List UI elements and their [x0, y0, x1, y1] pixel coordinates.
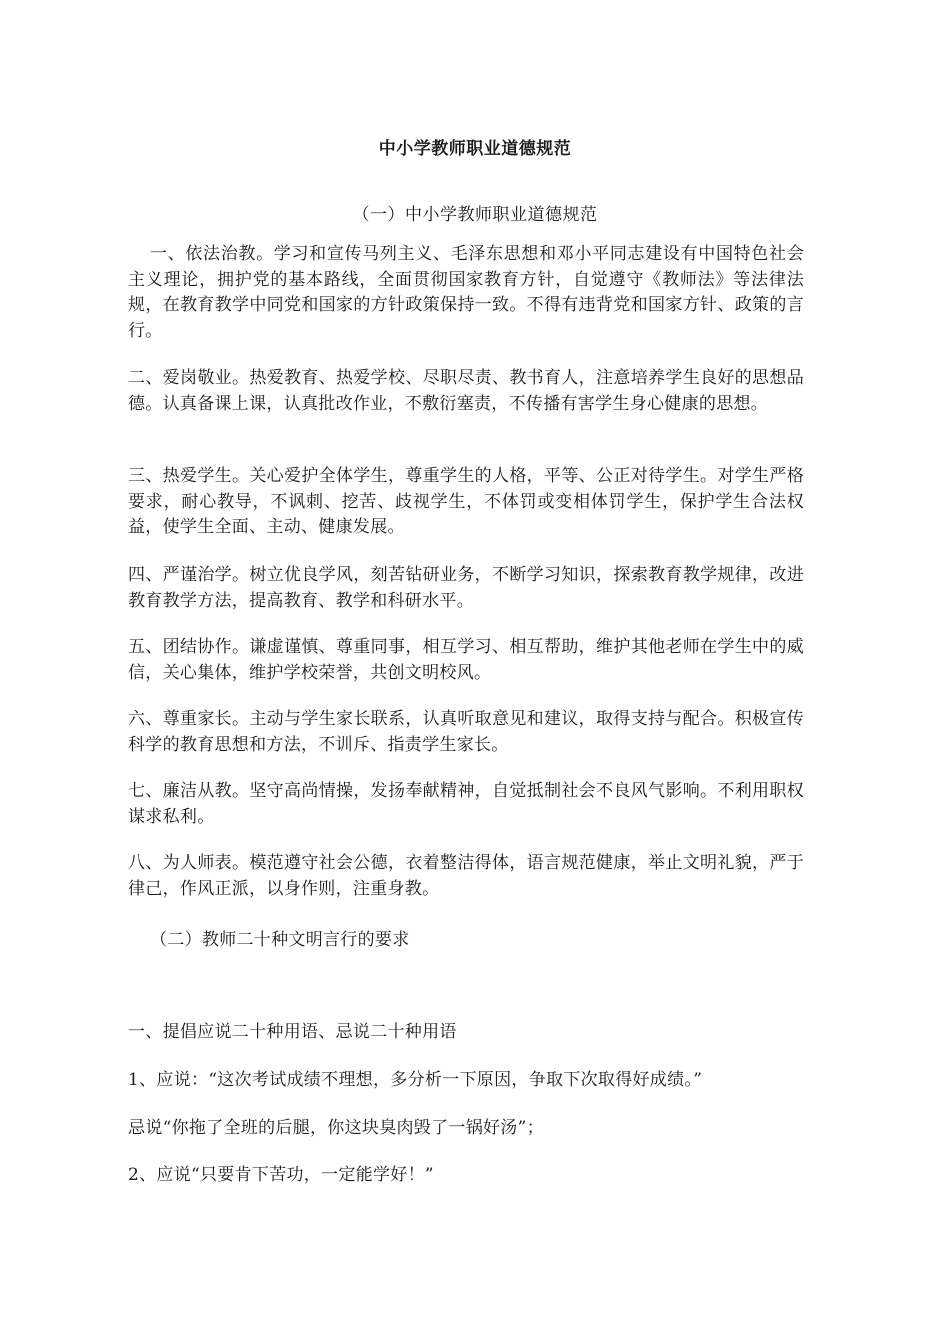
part1-heading: 一、提倡应说二十种用语、忌说二十种用语	[128, 1022, 457, 1042]
article-3: 三、热爱学生。关心爱护全体学生，尊重学生的人格，平等、公正对待学生。对学生严格要求，耐心教导，不讽刺、挖苦、歧视学生，不体罚或变相体罚学生，保护学生合法权益，使学生全面、主动、健康发展。	[128, 466, 804, 537]
article-7: 七、廉洁从教。坚守高尚情操，发扬奉献精神，自觉抵制社会不良风气影响。不利用职权谋求私利。	[128, 781, 804, 827]
article-1: 一、依法治教。学习和宣传马列主义、毛泽东思想和邓小平同志建设有中国特色社会主义理论，拥护党的基本路线，全面贯彻国家教育方针，自觉遵守《教师法》等法律法规，在教育教学中同党和国家的方针政策保持一致。不得有违背党和国家方针、政策的言行。	[128, 244, 804, 341]
item1-should-say: 1、应说：“这次考试成绩不理想，多分析一下原因，争取下次取得好成绩。”	[128, 1070, 703, 1090]
section-heading-2: （二）教师二十种文明言行的要求	[150, 930, 410, 950]
article-5: 五、团结协作。谦虚谨慎、尊重同事，相互学习、相互帮助，维护其他老师在学生中的威信，关心集体，维护学校荣誉，共创文明校风。	[128, 637, 804, 683]
item1-avoid-say: 忌说“你拖了全班的后腿，你这块臭肉毁了一锅好汤”；	[128, 1118, 544, 1138]
article-2: 二、爱岗敬业。热爱教育、热爱学校、尽职尽责、教书育人，注意培养学生良好的思想品德。认真备课上课，认真批改作业，不敷衍塞责，不传播有害学生身心健康的思想。	[128, 368, 804, 414]
article-8: 八、为人师表。模范遵守社会公德，衣着整洁得体，语言规范健康，举止文明礼貌，严于律己，作风正派，以身作则，注重身教。	[128, 853, 804, 899]
item2-should-say: 2、应说“只要肯下苦功，一定能学好！”	[128, 1165, 434, 1185]
article-6: 六、尊重家长。主动与学生家长联系，认真听取意见和建议，取得支持与配合。积极宣传科学的教育思想和方法，不训斥、指责学生家长。	[128, 709, 804, 755]
document-title: 中小学教师职业道德规范	[378, 139, 572, 159]
article-4: 四、严谨治学。树立优良学风，刻苦钻研业务，不断学习知识，探索教育教学规律，改进教育教学方法，提高教育、教学和科研水平。	[128, 565, 804, 611]
section-heading-1: （一）中小学教师职业道德规范	[352, 205, 598, 225]
